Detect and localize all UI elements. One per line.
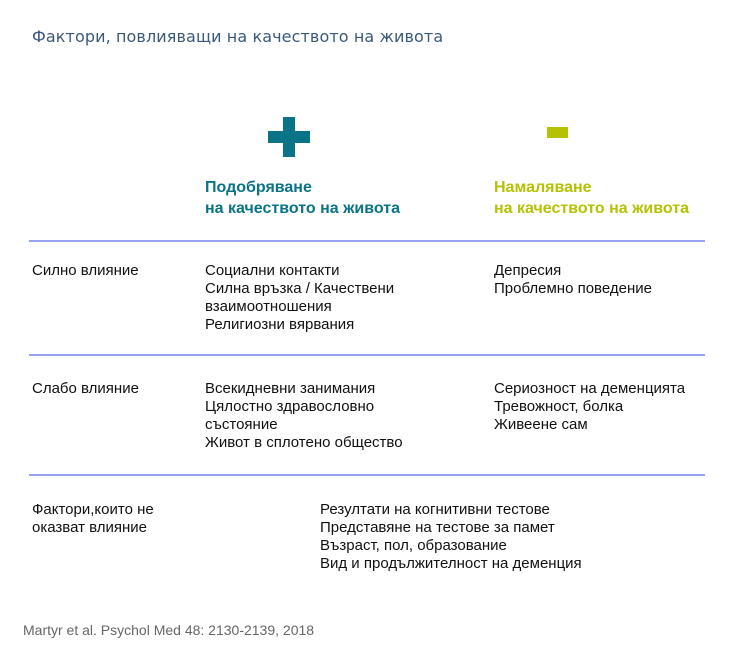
negative-header-line2: на качеството на живота bbox=[494, 200, 689, 217]
divider bbox=[29, 474, 705, 476]
citation: Martyr et al. Psychol Med 48: 2130-2139, 2018 bbox=[23, 622, 315, 638]
row-label-strong bbox=[32, 262, 139, 280]
list-item: Социални контакти bbox=[205, 262, 340, 279]
list-item: Резултати на когнитивни тестове bbox=[320, 501, 550, 518]
list-item: Възраст, пол, образование bbox=[320, 537, 507, 554]
negative-column-header bbox=[494, 177, 689, 219]
positive-header-line2: на качеството на живота bbox=[205, 200, 400, 217]
negative-header-line1: Намаляване bbox=[494, 179, 592, 196]
list-item: Религиозни вярвания bbox=[205, 316, 355, 333]
list-item: Цялостно здравословно bbox=[205, 398, 375, 415]
divider bbox=[29, 240, 705, 242]
list-item: състояние bbox=[205, 416, 278, 433]
list-item: Представяне на тестове за памет bbox=[320, 519, 555, 536]
divider bbox=[29, 354, 705, 356]
list-item: взаимоотношения bbox=[205, 298, 332, 315]
strong-negative-list bbox=[494, 262, 652, 298]
minus-icon bbox=[547, 127, 568, 138]
row-label-none bbox=[32, 501, 154, 537]
row-label-text: Силно влияние bbox=[32, 262, 139, 279]
list-item: Живеене сам bbox=[494, 416, 588, 433]
list-item: Вид и продължителност на деменция bbox=[320, 555, 582, 572]
positive-header-line1: Подобряване bbox=[205, 179, 312, 196]
row-label-weak bbox=[32, 380, 139, 398]
row-label-text: Фактори,които не bbox=[32, 501, 154, 518]
plus-icon bbox=[268, 117, 310, 157]
list-item: Силна връзка / Качествени bbox=[205, 280, 395, 297]
list-item: Сериозност на деменцията bbox=[494, 380, 686, 397]
strong-positive-list bbox=[205, 262, 394, 334]
row-label-text: оказват влияние bbox=[32, 519, 148, 536]
list-item: Депресия bbox=[494, 262, 562, 279]
no-influence-list bbox=[320, 501, 582, 573]
list-item: Живот в сплотено общество bbox=[205, 434, 403, 451]
weak-negative-list bbox=[494, 380, 685, 434]
weak-positive-list bbox=[205, 380, 403, 452]
page-title: Фактори, повлияващи на качеството на живота bbox=[32, 27, 444, 46]
list-item: Тревожност, болка bbox=[494, 398, 624, 415]
list-item: Проблемно поведение bbox=[494, 280, 652, 297]
row-label-text: Слабо влияние bbox=[32, 380, 139, 397]
list-item: Всекидневни занимания bbox=[205, 380, 376, 397]
positive-column-header bbox=[205, 177, 400, 219]
